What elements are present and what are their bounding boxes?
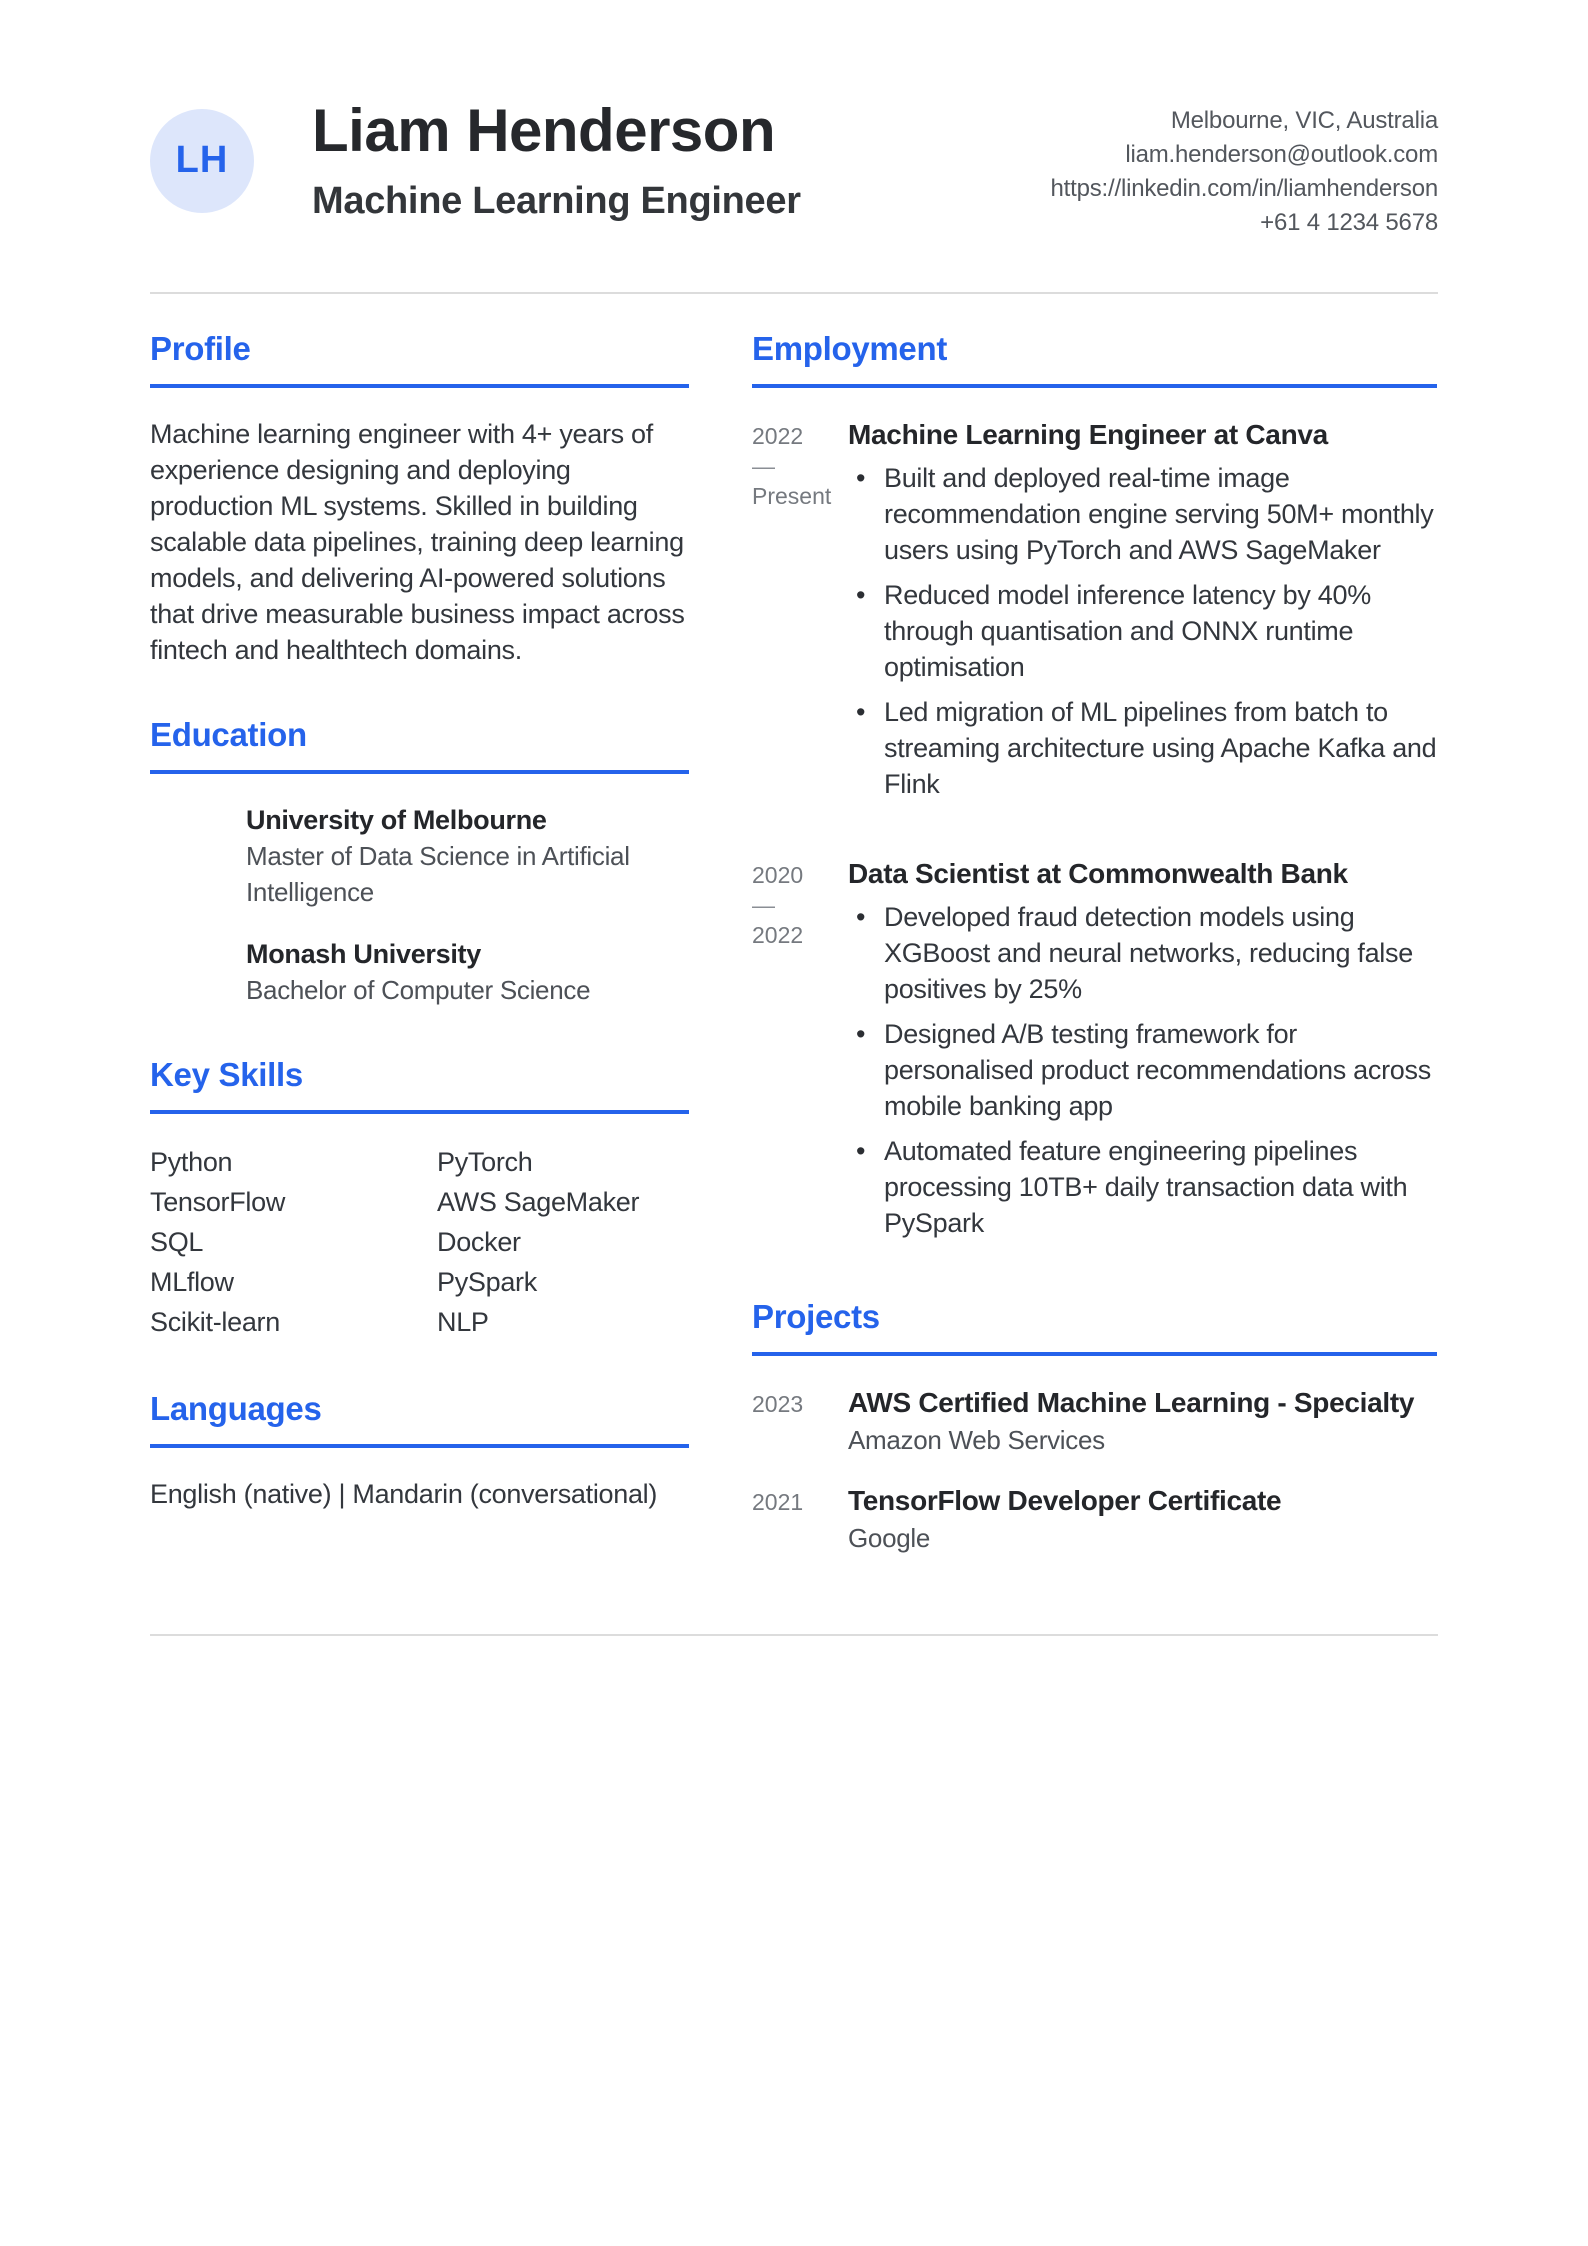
job-title: Data Scientist at Commonwealth Bank (848, 858, 1348, 889)
skill-item: Scikit-learn (150, 1307, 280, 1337)
job-period-separator: — (752, 892, 775, 918)
job-bullet: • Designed A/B testing framework for personalised product recommendations across mobile banking app (848, 1016, 1437, 1124)
skill-item: Python (150, 1147, 233, 1177)
school-name: University of Melbourne (246, 805, 547, 835)
skill-item: MLflow (150, 1267, 234, 1297)
job-period (752, 416, 848, 811)
employment-heading: Employment (752, 330, 1437, 388)
education-item (150, 802, 689, 910)
skill-item: AWS SageMaker (437, 1187, 640, 1217)
job-bullet: • Reduced model inference latency by 40% through quantisation and ONNX runtime optimisation (848, 577, 1437, 685)
job-bullets (848, 899, 1437, 1241)
identity-block (150, 98, 801, 223)
job-entry (752, 855, 1437, 1250)
project-year: 2021 (752, 1489, 804, 1515)
key-skills-heading: Key Skills (150, 1056, 689, 1114)
projects-heading: Projects (752, 1298, 1437, 1356)
person-name: Liam Henderson (312, 97, 776, 164)
project-org: Amazon Web Services (848, 1425, 1105, 1455)
job-period (752, 855, 848, 1250)
job-bullet: • Built and deployed real-time image recommendation engine serving 50M+ monthly users using PyTorch and AWS SageMaker (848, 460, 1437, 568)
job-period-end: 2022 (752, 922, 804, 948)
project-entry (752, 1384, 1437, 1458)
languages-text: English (native) | Mandarin (conversational) (150, 1479, 658, 1509)
skills-column-1 (150, 1142, 437, 1342)
skills-column-2 (437, 1142, 689, 1342)
education-date-gutter (150, 936, 246, 1008)
avatar (150, 109, 254, 213)
project-title: TensorFlow Developer Certificate (848, 1485, 1282, 1516)
skill-item: PyTorch (437, 1147, 533, 1177)
education-item (150, 936, 689, 1008)
job-bullet: • Developed fraud detection models using XGBoost and neural networks, reducing false positives by 25% (848, 899, 1437, 1007)
job-bullets (848, 460, 1437, 802)
contact-linkedin-url: https://linkedin.com/in/liamhenderson (1050, 175, 1438, 202)
skill-item: SQL (150, 1227, 204, 1257)
contact-location: Melbourne, VIC, Australia (1170, 107, 1438, 134)
education-details (246, 936, 689, 1008)
degree-name: Bachelor of Computer Science (246, 975, 591, 1005)
section-languages (150, 1390, 689, 1512)
skill-item: PySpark (437, 1267, 537, 1297)
job-details (848, 416, 1437, 811)
profile-text: Machine learning engineer with 4+ years of experience designing and deploying production ML systems. Skilled in building scalable data pipelines, training deep learning models, and delivering AI-powered solutions that drive measurable business impact across fintech and healthtech domains. (150, 419, 685, 665)
project-title: AWS Certified Machine Learning - Specialty (848, 1387, 1415, 1418)
section-profile (150, 330, 689, 668)
project-entry (752, 1482, 1437, 1556)
school-name: Monash University (246, 939, 481, 969)
section-projects (752, 1298, 1437, 1556)
job-bullet: • Led migration of ML pipelines from batch to streaming architecture using Apache Kafka and Flink (848, 694, 1437, 802)
name-block (312, 98, 801, 223)
section-employment (752, 330, 1437, 1250)
education-heading: Education (150, 716, 689, 774)
skill-item: TensorFlow (150, 1187, 286, 1217)
contact-email: liam.henderson@outlook.com (1125, 141, 1438, 168)
project-details (848, 1384, 1437, 1458)
project-org: Google (848, 1523, 931, 1553)
section-education (150, 716, 689, 1008)
skill-item: NLP (437, 1307, 489, 1337)
education-details (246, 802, 689, 910)
job-entry (752, 416, 1437, 811)
contact-phone: +61 4 1234 5678 (1260, 209, 1438, 236)
footer-divider (150, 1634, 1438, 1636)
contact-block (1051, 98, 1438, 240)
education-date-gutter (150, 802, 246, 910)
resume-header (150, 98, 1438, 240)
project-details (848, 1482, 1437, 1556)
degree-name: Master of Data Science in Artificial Intelligence (246, 841, 630, 907)
resume-columns (150, 330, 1438, 1604)
job-period-separator: — (752, 453, 775, 479)
section-key-skills (150, 1056, 689, 1342)
project-year: 2023 (752, 1391, 804, 1417)
job-bullet: • Automated feature engineering pipelines processing 10TB+ daily transaction data with PySpark (848, 1133, 1437, 1241)
languages-heading: Languages (150, 1390, 689, 1448)
skill-item: Docker (437, 1227, 521, 1257)
skills-grid (150, 1142, 689, 1342)
header-divider (150, 292, 1438, 294)
left-column (150, 330, 689, 1604)
job-period-start: 2020 (752, 862, 804, 888)
person-job-title: Machine Learning Engineer (312, 180, 801, 222)
job-title: Machine Learning Engineer at Canva (848, 419, 1328, 450)
job-period-start: 2022 (752, 423, 804, 449)
profile-heading: Profile (150, 330, 689, 388)
avatar-initials: LH (175, 139, 229, 181)
job-period-end: Present (752, 483, 832, 509)
job-details (848, 855, 1437, 1250)
right-column (752, 330, 1437, 1604)
